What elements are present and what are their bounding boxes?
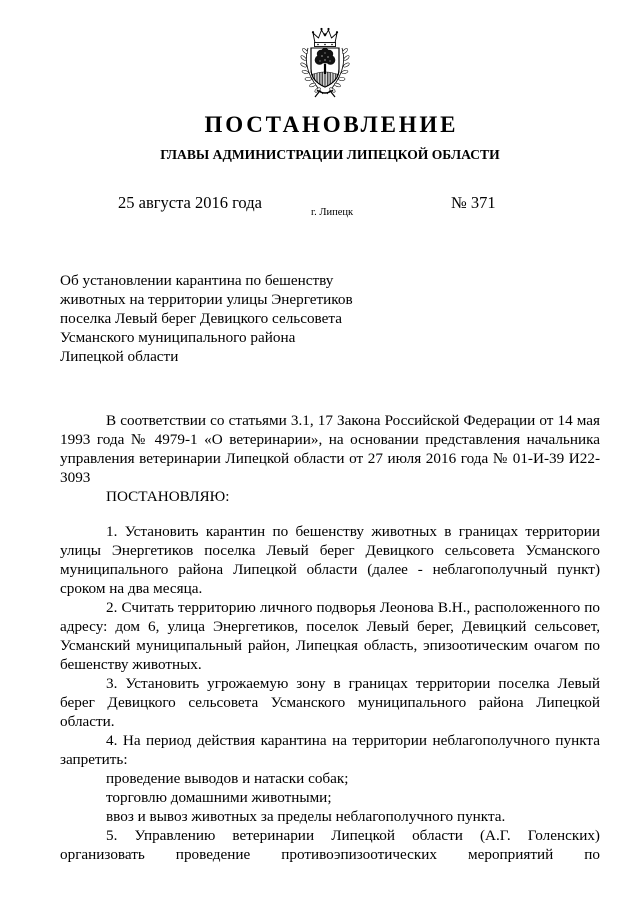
coat-of-arms-icon — [295, 26, 355, 98]
decree-item-5 — [60, 826, 600, 864]
decree-item-4 — [60, 731, 600, 826]
item-line: Усманский муниципальный район, Липецкая область, эпизоотическим очагом по — [60, 637, 600, 654]
document-city: г. Липецк — [311, 207, 354, 218]
item-line: берег Девицкого сельсовета Усманского муниципального района Липецкой — [60, 694, 600, 711]
item-line: 4. На период действия карантина на территории неблагополучного пункта — [106, 732, 600, 749]
decree-item-1 — [60, 522, 600, 598]
item-line: 1. Установить карантин по бешенству животных в границах территории — [106, 523, 600, 540]
prohibition-line: проведение выводов и натаски собак; — [106, 770, 349, 787]
decree-item-3 — [60, 674, 600, 731]
item-line: муниципального района Липецкой области (далее - неблагополучный пункт) — [60, 561, 600, 578]
prohibition-line: ввоз и вывоз животных за пределы неблагополучного пункта. — [106, 808, 506, 825]
document-number: № 371 — [451, 193, 496, 212]
item-line: 3. Установить угрожаемую зону в границах территории поселка Левый — [106, 675, 600, 692]
subject-line: Липецкой области — [60, 348, 179, 365]
preamble — [60, 411, 600, 506]
shield — [305, 48, 345, 96]
preamble-line: 3093 — [60, 469, 91, 486]
prohibition-line: торговлю домашними животными; — [106, 789, 332, 806]
document-title: ПОСТАНОВЛЕНИЕ — [204, 112, 459, 137]
item-line: организовать проведение противоэпизоотических мероприятий по — [60, 846, 600, 863]
item-line: улицы Энергетиков поселка Левый берег Девицкого сельсовета Усманского — [60, 542, 600, 559]
subject-line: Об установлении карантина по бешенству — [60, 272, 334, 289]
item-line: бешенству животных. — [60, 656, 202, 673]
item-line: 2. Считать территорию личного подворья Леонова В.Н., расположенного по — [106, 599, 600, 616]
document-subject — [60, 271, 600, 366]
preamble-line: управления ветеринарии Липецкой области от 27 июля 2016 года № 01-И-39 И22- — [60, 450, 600, 467]
document-issuer: ГЛАВЫ АДМИНИСТРАЦИИ ЛИПЕЦКОЙ ОБЛАСТИ — [160, 147, 500, 162]
preamble-line: 1993 года № 4979-1 «О ветеринарии», на основании представления начальника — [60, 431, 600, 448]
item-line: сроком на два месяца. — [60, 580, 203, 597]
item-line: 5. Управлению ветеринарии Липецкой области (А.Г. Голенских) — [106, 827, 600, 844]
crown — [312, 28, 338, 47]
item-line: запретить: — [60, 751, 128, 768]
preamble-line: В соответствии со статьями 3.1, 17 Закона Российской Федерации от 14 мая — [106, 412, 600, 429]
decree-word: ПОСТАНОВЛЯЮ: — [106, 488, 230, 505]
subject-line: Усманского муниципального района — [60, 329, 296, 346]
item-line: адресу: дом 6, улица Энергетиков, поселок Левый берег, Девицкий сельсовет, — [60, 618, 600, 635]
document-date: 25 августа 2016 года — [118, 193, 262, 212]
decree-item-2 — [60, 598, 600, 674]
item-line: области. — [60, 713, 115, 730]
ribbon — [315, 90, 335, 97]
subject-line: животных на территории улицы Энергетиков — [60, 291, 353, 308]
decree-items — [60, 522, 600, 864]
subject-line: поселка Левый берег Девицкого сельсовета — [60, 310, 342, 327]
